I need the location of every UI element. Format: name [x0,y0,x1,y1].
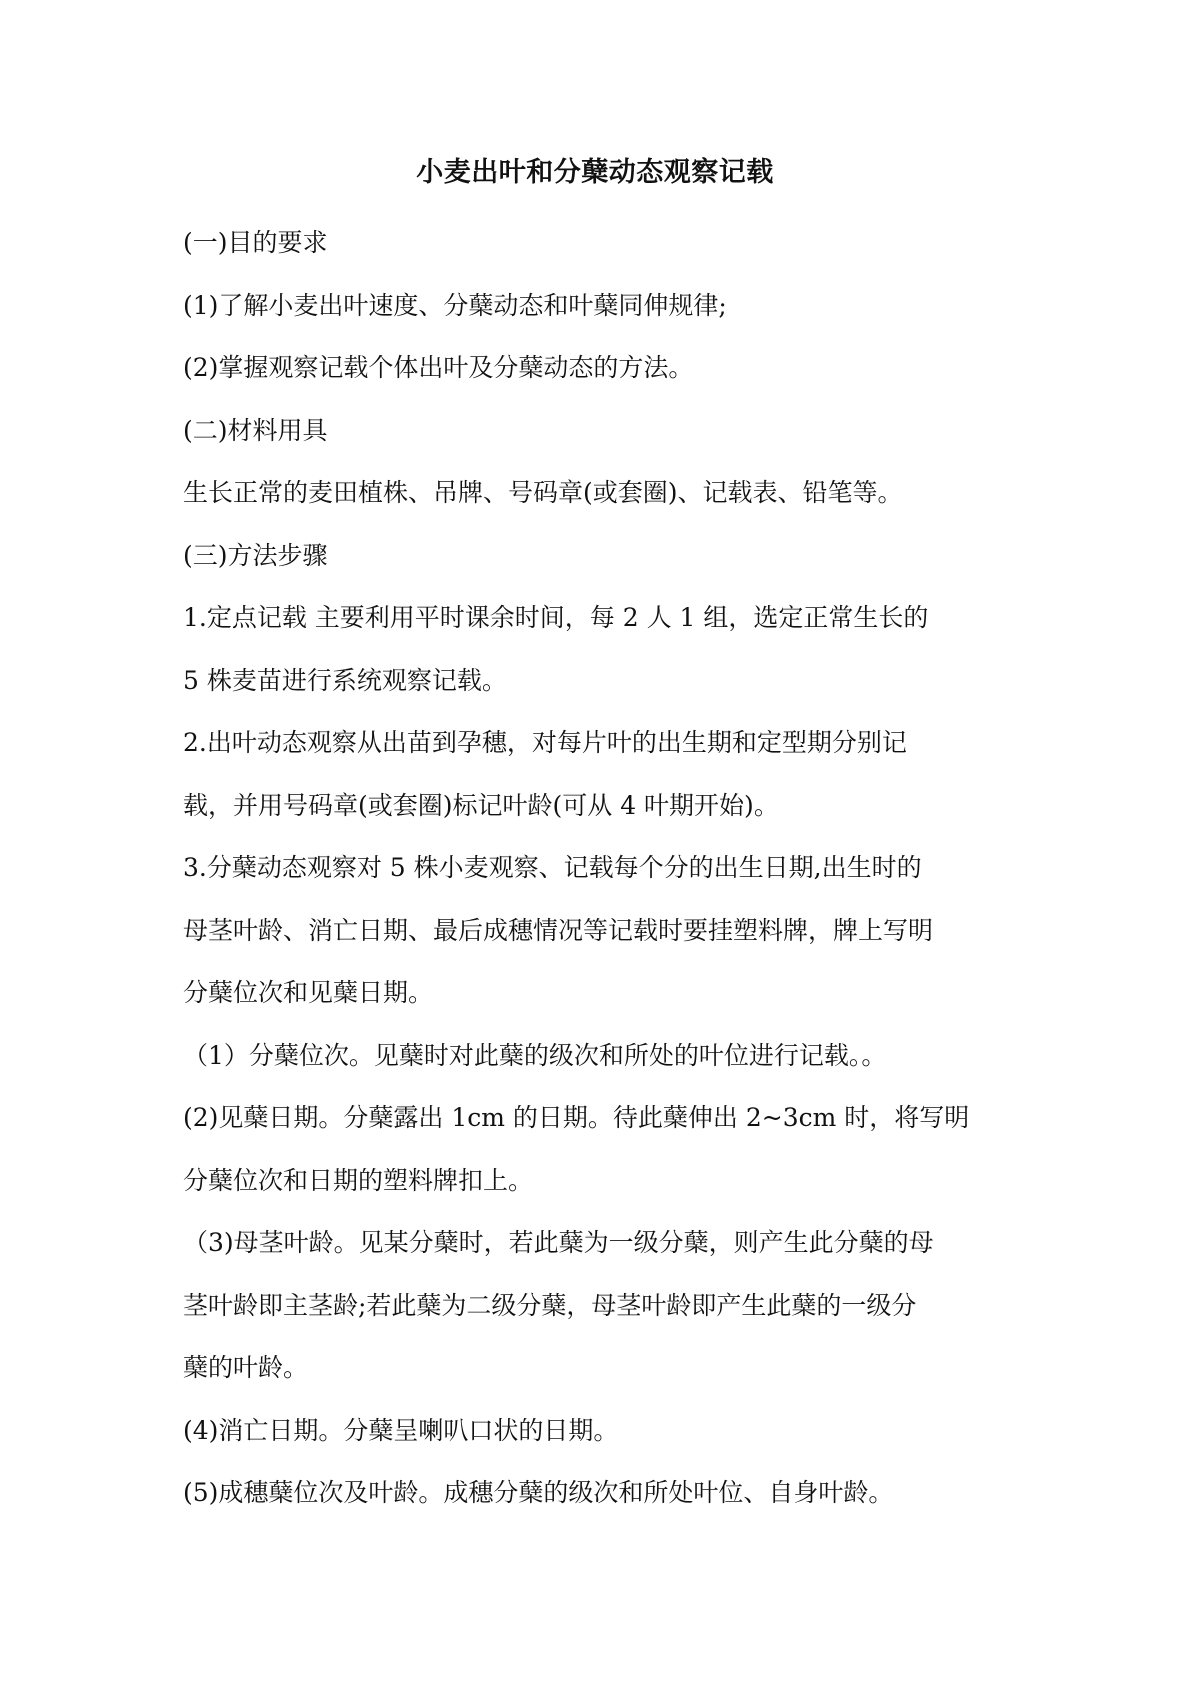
section-heading-purpose: (一)目的要求 [183,228,328,257]
sub-item-3-line-2: 茎叶龄即主茎龄;若此蘖为二级分蘖，母茎叶龄即产生此蘖的一级分 [183,1290,917,1320]
method-step-1-line-1: 1.定点记载 主要利用平时课余时间，每 2 人 1 组，选定正常生长的 [183,603,929,632]
materials-text: 生长正常的麦田植株、吊牌、号码章(或套圈)、记载表、铅笔等。 [183,478,903,507]
document-title: 小麦出叶和分蘖动态观察记载 [416,157,774,188]
sub-item-4: (4)消亡日期。分蘖呈喇叭口状的日期。 [183,1415,619,1445]
method-step-3-line-3: 分蘖位次和见蘖日期。 [183,978,434,1007]
sub-item-5: (5)成穗蘖位次及叶龄。成穗分蘖的级次和所处叶位、自身叶龄。 [183,1478,894,1507]
method-step-3-line-2: 母茎叶龄、消亡日期、最后成穗情况等记载时要挂塑料牌，牌上写明 [183,915,934,945]
method-step-2-line-2: 载，并用号码章(或套圈)标记叶龄(可从 4 叶期开始)。 [183,790,779,820]
sub-item-2-line-2: 分蘖位次和日期的塑料牌扣上。 [183,1165,534,1195]
method-step-2-line-1: 2.出叶动态观察从出苗到孕穗，对每片叶的出生期和定型期分别记 [183,728,907,757]
method-step-3-line-1: 3.分蘖动态观察对 5 株小麦观察、记载每个分的出生日期,出生时的 [183,853,922,882]
sub-item-3-line-3: 蘖的叶龄。 [183,1353,309,1382]
purpose-item-2: (2)掌握观察记载个体出叶及分蘖动态的方法。 [183,353,694,382]
sub-item-1: （1）分蘖位次。见蘖时对此蘖的级次和所处的叶位进行记载。。 [183,1040,887,1070]
section-heading-methods: (三)方法步骤 [183,540,328,570]
purpose-item-1: (1)了解小麦出叶速度、分蘖动态和叶蘖同伸规律; [183,290,727,320]
sub-item-2-line-1: (2)见蘖日期。分蘖露出 1cm 的日期。待此蘖伸出 2~3cm 时，将写明 [183,1103,970,1132]
sub-item-3-line-1: （3)母茎叶龄。见某分蘖时，若此蘖为一级分蘖，则产生此分蘖的母 [183,1228,934,1257]
section-heading-materials: (二)材料用具 [183,415,328,445]
document-body [183,212,1023,1525]
method-step-1-line-2: 5 株麦苗进行系统观察记载。 [183,665,507,695]
